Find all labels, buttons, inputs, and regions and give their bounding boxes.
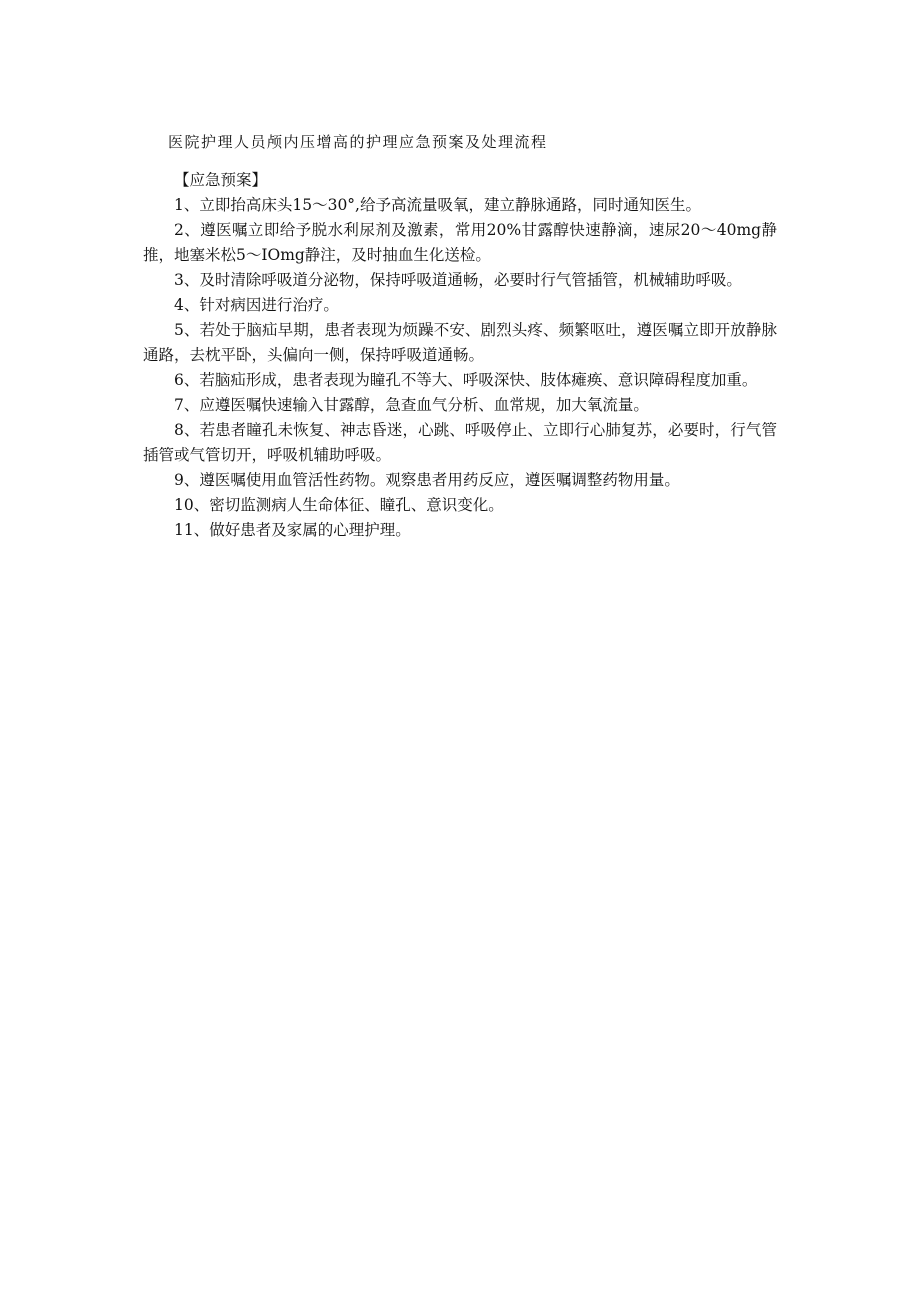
- list-item-3: 3、及时清除呼吸道分泌物，保持呼吸道通畅，必要时行气管插管，机械辅助呼吸。: [174, 271, 742, 289]
- section-heading: 【应急预案】: [174, 171, 268, 189]
- list-item-2: 2、遵医嘱立即给予脱水利尿剂及激素，常用20%甘露醇快速静滴，速尿20～40mg静推，地塞米松5～IOmg静注，及时抽血生化送检。: [143, 221, 777, 264]
- list-item-10: 10、密切监测病人生命体征、瞳孔、意识变化。: [174, 496, 504, 514]
- list-item-7: 7、应遵医嘱快速输入甘露醇，急查血气分析、血常规，加大氧流量。: [174, 396, 649, 414]
- list-item-9: 9、遵医嘱使用血管活性药物。观察患者用药反应，遵医嘱调整药物用量。: [174, 471, 680, 489]
- list-item-11: 11、做好患者及家属的心理护理。: [174, 521, 411, 539]
- list-item-8: 8、若患者瞳孔未恢复、神志昏迷，心跳、呼吸停止、立即行心肺复苏，必要时，行气管插管或气管切开，呼吸机辅助呼吸。: [143, 421, 777, 464]
- document-title: 医院护理人员颅内压增高的护理应急预案及处理流程: [168, 133, 548, 151]
- list-item-1: 1、立即抬高床头15～30°,给予高流量吸氧，建立静脉通路，同时通知医生。: [174, 196, 701, 214]
- list-item-5: 5、若处于脑疝早期，患者表现为烦躁不安、剧烈头疼、频繁呕吐，遵医嘱立即开放静脉通路，去枕平卧，头偏向一侧，保持呼吸道通畅。: [143, 321, 777, 364]
- list-item-4: 4、针对病因进行治疗。: [174, 296, 339, 314]
- document-body: [143, 168, 777, 543]
- list-item-6: 6、若脑疝形成，患者表现为瞳孔不等大、呼吸深快、肢体瘫痪、意识障碍程度加重。: [174, 371, 758, 389]
